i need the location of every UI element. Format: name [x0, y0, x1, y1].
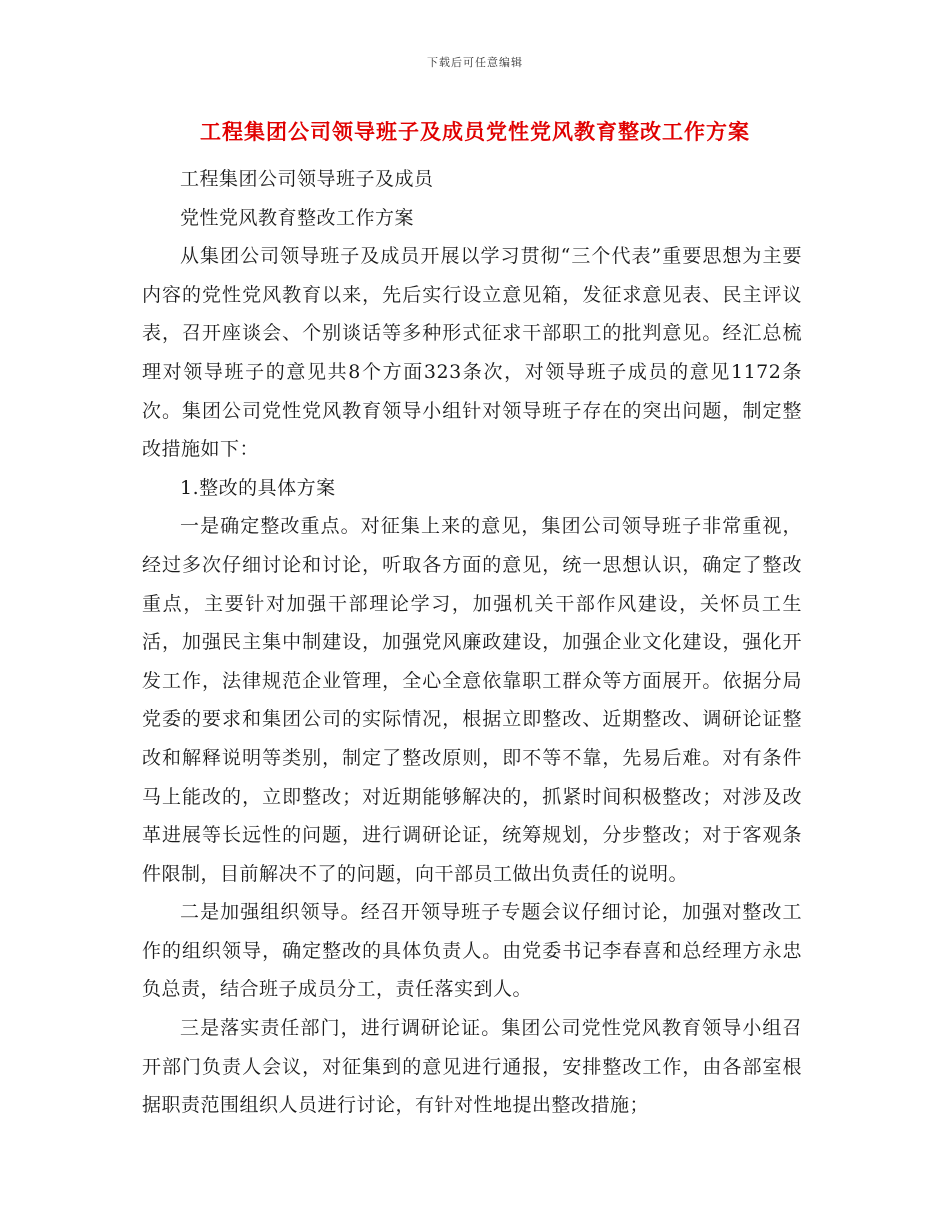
document-body — [142, 160, 802, 1125]
paragraph-intro: 从集团公司领导班子及成员开展以学习贯彻“三个代表”重要思想为主要内容的党性党风教育以来，先后实行设立意见箱，发征求意见表、民主评议表，召开座谈会、个别谈话等多种形式征求干部职工的批判意见。经汇总梳理对领导班子的意见共8个方面323条次，对领导班子成员的意见1172条次。集团公司党性党风教育领导小组针对领导班子存在的突出问题，制定整改措施如下： — [142, 245, 802, 461]
document-title: 工程集团公司领导班子及成员党性党风教育整改工作方案 — [200, 119, 750, 144]
page-header-note: 下载后可任意编辑 — [427, 56, 523, 69]
paragraph-point-2: 二是加强组织领导。经召开领导班子专题会议仔细讨论，加强对整改工作的组织领导，确定整改的具体负责人。由党委书记李春喜和总经理方永忠负总责，结合班子成员分工，责任落实到人。 — [142, 901, 802, 1001]
subtitle-line-2: 党性党风教育整改工作方案 — [180, 206, 415, 229]
paragraph-point-3: 三是落实责任部门，进行调研论证。集团公司党性党风教育领导小组召开部门负责人会议，对征集到的意见进行通报，安排整改工作，由各部室根据职责范围组织人员进行讨论，有针对性地提出整改措施； — [142, 1017, 802, 1117]
paragraph-point-1: 一是确定整改重点。对征集上来的意见，集团公司领导班子非常重视，经过多次仔细讨论和讨论，听取各方面的意见，统一思想认识，确定了整改重点，主要针对加强干部理论学习，加强机关干部作风建设，关怀员工生活，加强民主集中制建设，加强党风廉政建设，加强企业文化建设，强化开发工作，法律规范企业管理，全心全意依靠职工群众等方面展开。依据分局党委的要求和集团公司的实际情况，根据立即整改、近期整改、调研论证整改和解释说明等类别，制定了整改原则，即不等不靠，先易后难。对有条件马上能改的，立即整改；对近期能够解决的，抓紧时间积极整改；对涉及改革进展等长远性的问题，进行调研论证，统筹规划，分步整改；对于客观条件限制，目前解决不了的问题，向干部员工做出负责任的说明。 — [142, 515, 802, 885]
section-heading: 1.整改的具体方案 — [180, 476, 336, 499]
subtitle-line-1: 工程集团公司领导班子及成员 — [180, 168, 434, 190]
